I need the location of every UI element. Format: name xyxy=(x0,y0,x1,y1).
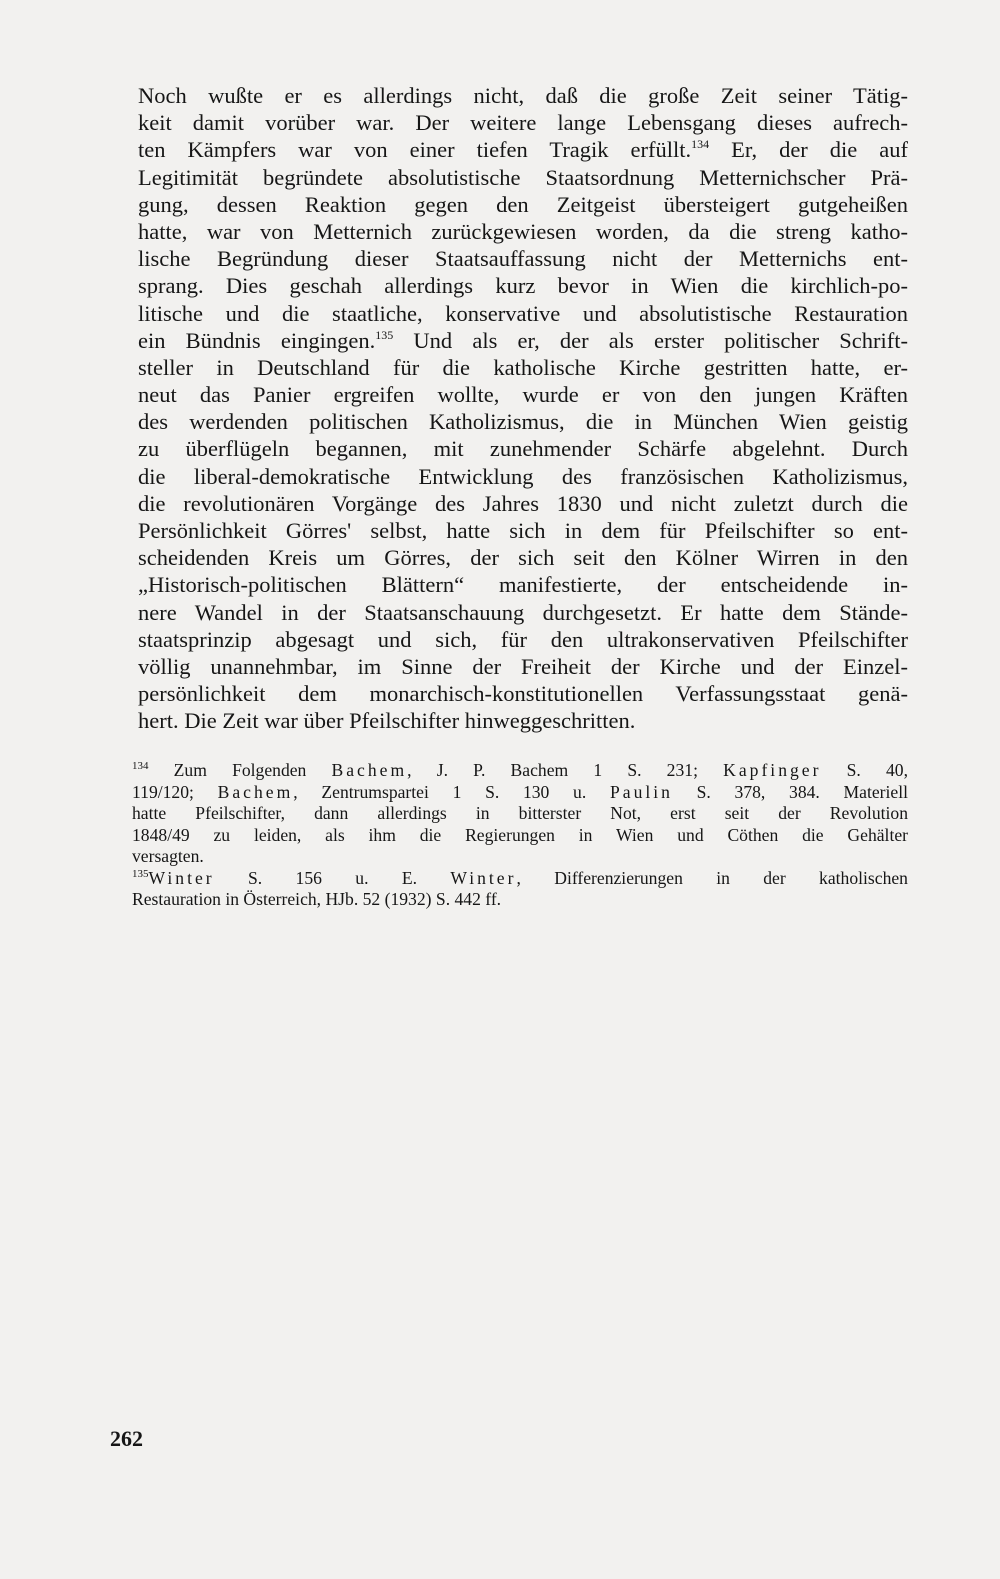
text-line: sprang. Dies geschah allerdings kurz bevor in Wien die kirchlich-po- xyxy=(138,273,908,299)
text-line: persönlichkeit dem monarchisch-konstitutionellen Verfassungsstaat genä- xyxy=(138,681,908,707)
footnote-135-line: Restauration in Österreich, HJb. 52 (1932) S. 442 ff. xyxy=(132,889,502,909)
text-fragment: S. 40, xyxy=(821,760,908,780)
footnote-134-line xyxy=(132,782,908,804)
text-line: hatte, war von Metternich zurückgewiesen worden, da die streng katho- xyxy=(138,218,908,244)
page-number: 262 xyxy=(110,1426,143,1451)
text-line: lische Begründung dieser Staatsauffassung nicht der Metternichs ent- xyxy=(138,246,908,272)
text-fragment: Zum Folgenden xyxy=(148,760,332,780)
text-line: Noch wußte er es allerdings nicht, daß die große Zeit seiner Tätig- xyxy=(138,83,908,108)
main-text xyxy=(138,82,908,735)
text-line: steller in Deutschland für die katholische Kirche gestritten hatte, er- xyxy=(138,354,908,380)
text-line xyxy=(138,327,908,354)
author-name: Bachem xyxy=(331,760,408,780)
footnote-reference[interactable]: 135 xyxy=(375,327,394,342)
footnote-reference[interactable]: 134 xyxy=(691,137,710,152)
footnote-number: 135 xyxy=(132,867,149,880)
text-fragment: Er, der die auf xyxy=(709,137,908,163)
footnote-134-line: hatte Pfeilschifter, dann allerdings in bitterster Not, erst seit der Revolution xyxy=(132,803,908,823)
text-line: gung, dessen Reaktion gegen den Zeitgeist übersteigert gutgeheißen xyxy=(138,191,908,217)
text-line: Persönlichkeit Görres' selbst, hatte sich in dem für Pfeilschifter so ent- xyxy=(138,518,908,543)
text-fragment: ten Kämpfers war von einer tiefen Tragik erfüllt. xyxy=(138,137,692,163)
text-line: keit damit vorüber war. Der weitere lange Lebensgang dieses aufrech- xyxy=(138,110,908,136)
text-line: scheidenden Kreis um Görres, der sich seit den Kölner Wirren in den xyxy=(138,545,908,571)
text-line: nere Wandel in der Staatsanschauung durchgesetzt. Er hatte dem Stände- xyxy=(138,599,908,625)
text-line xyxy=(138,136,908,163)
footnote-134-line: 1848/49 zu leiden, als ihm die Regierungen in Wien und Cöthen die Gehälter xyxy=(132,824,908,845)
text-line: zu überflügeln begannen, mit zunehmender Schärfe abgelehnt. Durch xyxy=(138,436,908,462)
text-fragment: , Differenzierungen in der katholischen xyxy=(516,867,908,888)
text-line: neut das Panier ergreifen wollte, wurde er von den jungen Kräften xyxy=(138,382,908,408)
author-name: Bachem xyxy=(217,781,294,802)
author-name: Paulin xyxy=(609,781,673,802)
text-fragment: S. 156 u. E. xyxy=(214,867,451,888)
footnote-134-line xyxy=(132,760,908,782)
footnote-number: 134 xyxy=(132,760,149,772)
footnotes xyxy=(132,760,908,911)
text-line: die liberal-demokratische Entwicklung des französischen Katholizismus, xyxy=(138,463,908,489)
text-fragment: 119/120; xyxy=(132,781,218,802)
footnote-134-line: versagten. xyxy=(132,846,204,866)
text-line: „Historisch-politischen Blättern“ manifestierte, der entscheidende in- xyxy=(138,572,908,598)
text-fragment: , Zentrumspartei 1 S. 130 u. xyxy=(293,781,610,802)
text-line: litische und die staatliche, konservative und absolutistische Restauration xyxy=(138,300,908,326)
text-fragment: ein Bündnis eingingen. xyxy=(138,327,376,353)
text-line: Legitimität begründete absolutistische Staatsordnung Metternichscher Prä- xyxy=(138,164,908,190)
author-name: Winter xyxy=(450,867,517,888)
text-line: völlig unannehmbar, im Sinne der Freiheit der Kirche und der Einzel- xyxy=(138,653,908,679)
text-fragment: , J. P. Bachem 1 S. 231; xyxy=(407,760,724,780)
author-name: Kapfinger xyxy=(723,760,822,780)
author-name: Winter xyxy=(148,867,215,888)
text-line: staatsprinzip abgesagt und sich, für den ultrakonservativen Pfeilschifter xyxy=(138,626,908,652)
text-line: hert. Die Zeit war über Pfeilschifter hinweggeschritten. xyxy=(138,708,636,734)
text-line: die revolutionären Vorgänge des Jahres 1830 und nicht zuletzt durch die xyxy=(138,490,908,516)
text-fragment: Und als er, der als erster politischer Schrift- xyxy=(393,327,908,353)
text-fragment: S. 378, 384. Materiell xyxy=(672,781,909,802)
footnote-135-line xyxy=(132,868,908,890)
text-line: des werdenden politischen Katholizismus, die in München Wien geistig xyxy=(138,409,908,435)
